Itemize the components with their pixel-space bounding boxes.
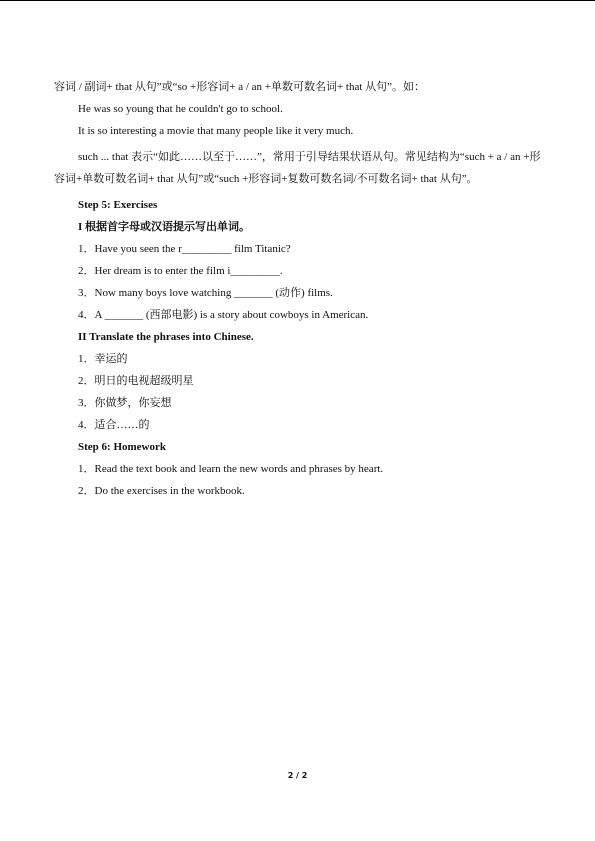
part1-item-3: 3．Now many boys love watching _______ (动作) films. (78, 287, 333, 299)
page-number: 2 / 2 (287, 771, 308, 780)
part2-item-4: 4．适合……的 (78, 419, 150, 431)
document-body (54, 80, 544, 506)
part2-item-1: 1．幸运的 (78, 353, 128, 365)
step5-heading: Step 5: Exercises (78, 199, 158, 211)
homework-item-1: 1．Read the text book and learn the new words and phrases by heart. (78, 463, 384, 475)
header-rule (0, 0, 595, 1)
part2-item-3: 3．你做梦，你妄想 (78, 397, 172, 409)
part2-item-2: 2．明日的电视超级明星 (78, 375, 194, 387)
part1-item-1: 1．Have you seen the r_________ film Titanic? (78, 243, 291, 255)
part1-heading: I 根据首字母或汉语提示写出单词。 (78, 221, 251, 233)
step6-heading: Step 6: Homework (78, 441, 166, 453)
part2-heading: II Translate the phrases into Chinese. (78, 331, 254, 343)
text-line-continuation: 容词 / 副词+ that 从句”或“so +形容词+ a / an +单数可数名词+ that 从句”。如： (54, 81, 426, 93)
part1-item-2: 2．Her dream is to enter the film i_________. (78, 265, 283, 277)
part1-item-4: 4．A _______ (西部电影) is a story about cowboys in American. (78, 309, 369, 321)
such-that-paragraph: such ... that 表示“如此……以至于……”，常用于引导结果状语从句。常见结构为“such + a / an +形容词+单数可数名词+ that 从句”或“such +形容词+复数可数名词/不可数名词+ that 从句”。 (54, 151, 541, 185)
homework-item-2: 2．Do the exercises in the workbook. (78, 485, 245, 497)
example-sentence-2: It is so interesting a movie that many people like it very much. (78, 125, 354, 137)
example-sentence-1: He was so young that he couldn't go to school. (78, 103, 283, 115)
